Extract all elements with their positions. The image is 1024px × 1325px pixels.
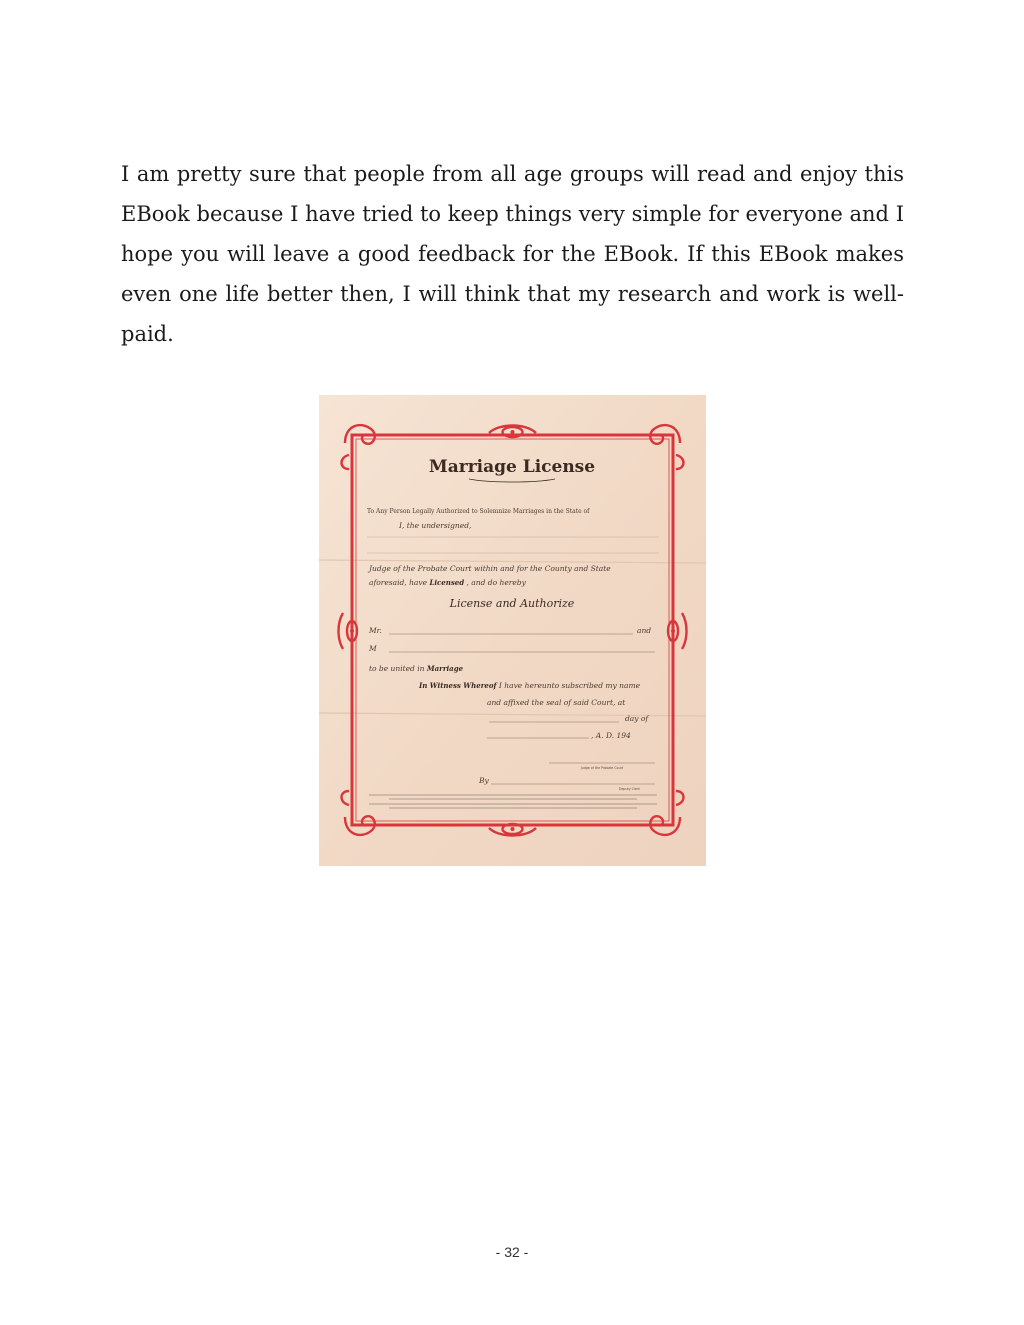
license-aforesaid-prefix: aforesaid, have — [369, 578, 428, 587]
license-marriage-word: Marriage — [426, 664, 464, 673]
license-witness-line — [418, 681, 641, 690]
license-united-line — [369, 664, 464, 673]
marriage-license-illustration — [319, 395, 706, 866]
license-authorize-line: License and Authorize — [449, 597, 575, 610]
license-mr-label: Mr. — [369, 626, 382, 635]
license-judge-line: Judge of the Probate Court within and for the County and State — [369, 564, 611, 573]
license-and-label: and — [637, 626, 652, 635]
license-licensed-word: Licensed — [429, 578, 465, 587]
license-ad-label: , A. D. 194 — [591, 731, 631, 740]
license-judge-court-label: Judge of the Probate Court — [580, 766, 624, 770]
license-witness-bold: In Witness Whereof — [419, 681, 497, 690]
license-undersigned-line: I, the undersigned, — [399, 521, 472, 530]
license-addressed-line: To Any Person Legally Authorized to Solemnize Marriages in the State of — [367, 508, 590, 515]
license-aforesaid-line — [369, 578, 527, 587]
license-deputy-label: Deputy Clerk — [619, 787, 640, 791]
license-ms-label: M — [369, 644, 377, 653]
license-day-of-label: day of — [625, 714, 649, 723]
license-title: Marriage License — [428, 457, 596, 477]
license-witness-rest: I have hereunto subscribed my name — [498, 681, 641, 690]
body-paragraph: I am pretty sure that people from all age groups will read and enjoy this EBook because I have tried to keep things very simple for everyone and I hope you will leave a good feedback for the EBook. If this EBook makes even one life better then, I will think that my research and work is well-paid. — [121, 162, 904, 346]
license-united-prefix: to be united in — [369, 664, 425, 673]
marriage-license-image — [319, 395, 706, 866]
page-number: - 32 - — [495, 1244, 529, 1260]
license-aforesaid-suffix: , and do hereby — [466, 578, 526, 587]
license-seal-line: and affixed the seal of said Court, at — [487, 698, 626, 707]
license-by-label: By — [479, 776, 489, 785]
